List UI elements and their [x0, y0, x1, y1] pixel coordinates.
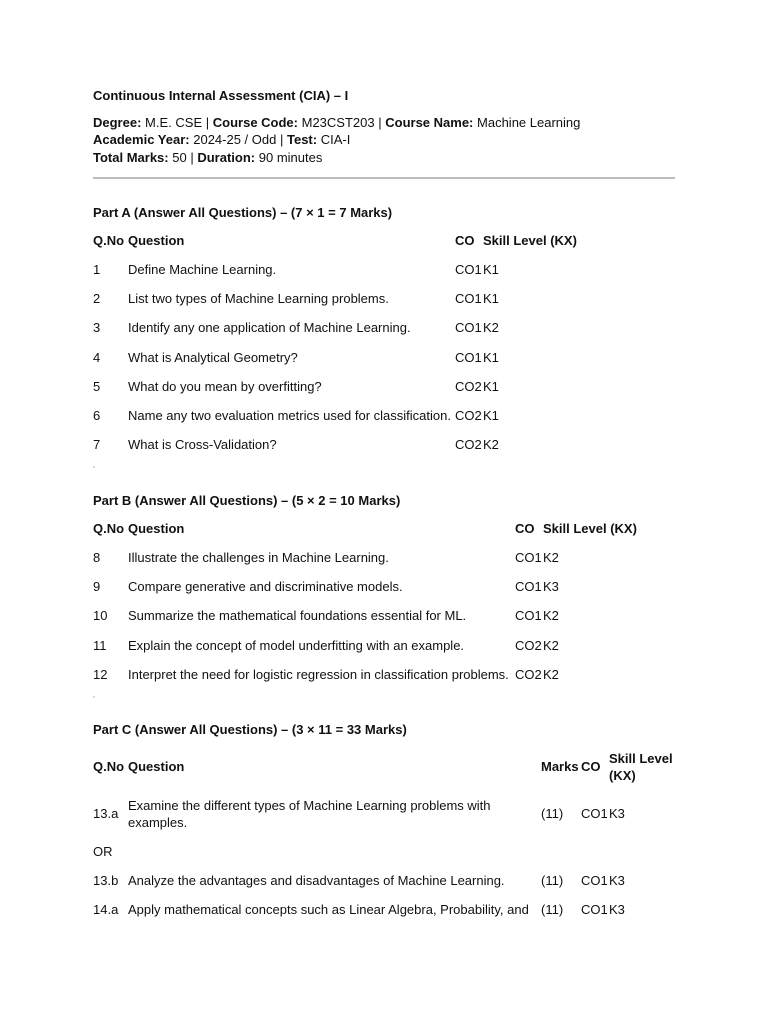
question-cell: What is Analytical Geometry?: [128, 349, 298, 365]
separator: |: [279, 132, 284, 147]
question-cell: Apply mathematical concepts such as Linear Algebra, Probability, and: [128, 902, 529, 917]
co-cell: CO2: [515, 666, 542, 682]
marks-cell: (11): [541, 902, 564, 917]
qno-cell: 3: [93, 320, 101, 336]
marks-header: Marks: [541, 759, 579, 774]
qno-cell: 5: [93, 378, 101, 394]
co-cell: CO1: [455, 291, 482, 307]
part-b-title: Part B (Answer All Questions) – (5 × 2 = 10 Marks): [93, 493, 401, 508]
skill-cell: K3: [609, 873, 625, 888]
total-marks-value: 50: [172, 150, 187, 165]
page-title: Continuous Internal Assessment (CIA) – I: [93, 88, 349, 103]
skill-header: Skill Level (KX): [483, 233, 577, 248]
academic-year-label: Academic Year:: [93, 132, 190, 147]
part-a-title: Part A (Answer All Questions) – (7 × 1 = 7 Marks): [93, 205, 393, 220]
skill-cell: K2: [483, 320, 499, 336]
qno-cell: 4: [93, 349, 101, 365]
skill-cell: K1: [483, 408, 499, 423]
question-cell: Illustrate the challenges in Machine Learning.: [128, 550, 389, 565]
qno-cell: 8: [93, 550, 101, 565]
total-marks-label: Total Marks:: [93, 150, 169, 165]
co-cell: CO1: [515, 579, 542, 595]
degree-label: Degree:: [93, 115, 142, 130]
co-cell: CO2: [455, 408, 482, 423]
co-cell: CO1: [455, 262, 482, 277]
skill-cell: K3: [609, 902, 625, 917]
separator: |: [378, 115, 382, 130]
divider: [93, 177, 675, 179]
qno-cell: 12: [93, 666, 108, 682]
spacer-mark: [93, 696, 95, 698]
degree-value: M.E. CSE: [145, 115, 203, 130]
co-cell: CO2: [455, 437, 482, 453]
qno-cell: 13.a: [93, 806, 119, 821]
co-cell: CO1: [581, 806, 608, 821]
question-cell: Name any two evaluation metrics used for classification.: [128, 408, 451, 423]
qno-cell: 9: [93, 579, 101, 595]
meta-line-1: [93, 115, 580, 130]
qno-cell: 6: [93, 408, 101, 423]
duration-label: Duration:: [197, 150, 256, 165]
qno-cell: 13.b: [93, 873, 119, 888]
question-cell: Compare generative and discriminative models.: [128, 579, 403, 595]
test-label: Test:: [287, 132, 318, 147]
question-cell: What is Cross-Validation?: [128, 437, 277, 453]
question-cell: Interpret the need for logistic regression in classification problems.: [128, 666, 509, 682]
marks-cell: (11): [541, 873, 564, 888]
qno-cell: 7: [93, 437, 101, 453]
qno-header: Q.No: [93, 759, 125, 774]
meta-line-3: [93, 150, 322, 165]
skill-cell: K1: [483, 349, 499, 365]
co-cell: CO1: [581, 902, 608, 917]
course-code-label: Course Code:: [212, 115, 298, 130]
skill-cell: K1: [483, 262, 499, 277]
skill-cell: K2: [543, 608, 559, 624]
qno-cell: 10: [93, 608, 108, 624]
question-cell: Examine the different types of Machine Learning problems with examples.: [128, 798, 491, 830]
skill-cell: K2: [543, 637, 559, 653]
table-row: [93, 797, 675, 831]
part-c-header-row: [93, 750, 675, 786]
question-header: Question: [128, 233, 185, 248]
skill-header: Skill Level (KX): [609, 751, 673, 783]
skill-cell: K2: [543, 666, 559, 682]
separator: |: [190, 150, 194, 165]
co-header: CO: [515, 521, 535, 536]
co-cell: CO1: [581, 873, 608, 888]
co-cell: CO1: [455, 320, 482, 336]
co-header: CO: [581, 759, 601, 774]
spacer-mark: [93, 466, 95, 468]
skill-header: Skill Level (KX): [543, 521, 637, 536]
question-header: Question: [128, 521, 185, 536]
co-header: CO: [455, 233, 475, 248]
qno-header: Q.No: [93, 233, 125, 248]
duration-value: 90 minutes: [258, 150, 323, 165]
question-cell: List two types of Machine Learning problems.: [128, 291, 389, 307]
skill-cell: K1: [483, 378, 499, 394]
co-cell: CO1: [515, 608, 542, 624]
or-label: OR: [93, 844, 113, 859]
test-value: CIA-I: [320, 132, 351, 147]
skill-cell: K3: [543, 579, 559, 595]
qno-cell: 1: [93, 262, 101, 277]
question-cell: Identify any one application of Machine Learning.: [128, 320, 411, 336]
separator: |: [205, 115, 210, 130]
course-name-label: Course Name:: [385, 115, 474, 130]
skill-cell: K2: [483, 437, 499, 453]
question-header: Question: [128, 759, 185, 774]
question-cell: Summarize the mathematical foundations essential for ML.: [128, 608, 467, 624]
academic-year-value: 2024-25 / Odd: [193, 132, 277, 147]
marks-cell: (11): [541, 806, 564, 821]
qno-cell: 14.a: [93, 902, 119, 917]
meta-line-2: [93, 132, 350, 147]
question-cell: Define Machine Learning.: [128, 262, 277, 277]
skill-cell: K2: [543, 550, 559, 565]
skill-cell: K3: [609, 806, 625, 821]
co-cell: CO1: [515, 550, 542, 565]
question-cell: Explain the concept of model underfitting with an example.: [128, 637, 465, 653]
co-cell: CO2: [515, 637, 542, 653]
question-cell: Analyze the advantages and disadvantages of Machine Learning.: [128, 873, 505, 888]
qno-cell: 11: [93, 637, 107, 653]
qno-cell: 2: [93, 291, 101, 307]
skill-cell: K1: [483, 291, 499, 307]
course-code-value: M23CST203: [301, 115, 375, 130]
co-cell: CO2: [455, 378, 482, 394]
part-c-title: Part C (Answer All Questions) – (3 × 11 = 33 Marks): [93, 722, 407, 737]
question-cell: What do you mean by overfitting?: [128, 378, 322, 394]
qno-header: Q.No: [93, 521, 125, 536]
course-name-value: Machine Learning: [477, 115, 581, 130]
co-cell: CO1: [455, 349, 482, 365]
